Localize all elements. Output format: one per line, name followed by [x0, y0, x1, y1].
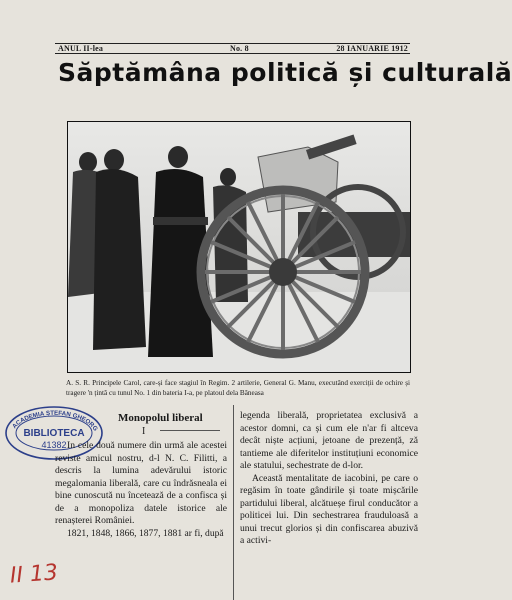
column-divider [233, 405, 234, 600]
photo-caption: A. S. R. Principele Carol, care-și face stagiul în Regim. 2 artilerie, General G. Manu, executând exerciții de ochire și tragere 'n țintă cu tunul No. 1 din bateria I-a, pe platoul dela Băneasa [66, 379, 410, 397]
cannon-scene-illustration [68, 122, 410, 372]
article-right-column [240, 410, 418, 548]
article-title: Monopolul liberal [118, 412, 203, 424]
stamp-institution-text: ACADEMIA ȘTEFAN GHEORG [11, 409, 100, 433]
cannon-wheel-graphic [201, 190, 365, 354]
article-paragraph-3: legenda liberală, proprietatea exclusivă a acestor domni, ca și cum ele n'ar fi altceva decât niște acțiuni, jetoane de prezență, ză tantieme ale diferitelor instituțiuni economice ale statului, sechestrate de d-lor. [240, 410, 418, 471]
stamp-number: 41382 [41, 440, 67, 450]
issue-date: 28 IANUARIE 1912 [336, 44, 408, 53]
masthead-title: Săptămâna politică și culturală [58, 58, 512, 87]
stamp-label: BIBLIOTECA [23, 428, 85, 439]
article-paragraph-1: In cele două numere din urmă ale acestei reviste amicul nostru, d-l N. C. Filitti, a descris la lumina adevărului istoric megalomania liberală, care cu îndrăsneala ei bine cunoscută nu încetează de a confisca și de a monopoliza datele istorice ale renașterei României. [55, 440, 227, 526]
article-section-number: I [142, 426, 146, 437]
article-left-column [55, 440, 227, 540]
handwritten-mark: II 13 [9, 560, 59, 589]
issue-year: ANUL II-lea [58, 44, 104, 53]
ink-mark [160, 430, 220, 431]
issue-number: No. 8 [230, 44, 249, 53]
header-rule-bottom [55, 53, 410, 54]
article-paragraph-4: Această mentalitate de iacobini, pe care o regăsim în toate gândirile și toate mișcările partidului liberal, alcătueșe firul conducător a politicei lui. Din sechestrarea frauduloasă a unui trecut glorios și din confiscarea abuzivă a activi- [240, 472, 418, 546]
article-paragraph-2: 1821, 1848, 1866, 1877, 1881 ar fi, după [67, 527, 224, 539]
front-page-photo [67, 121, 411, 373]
